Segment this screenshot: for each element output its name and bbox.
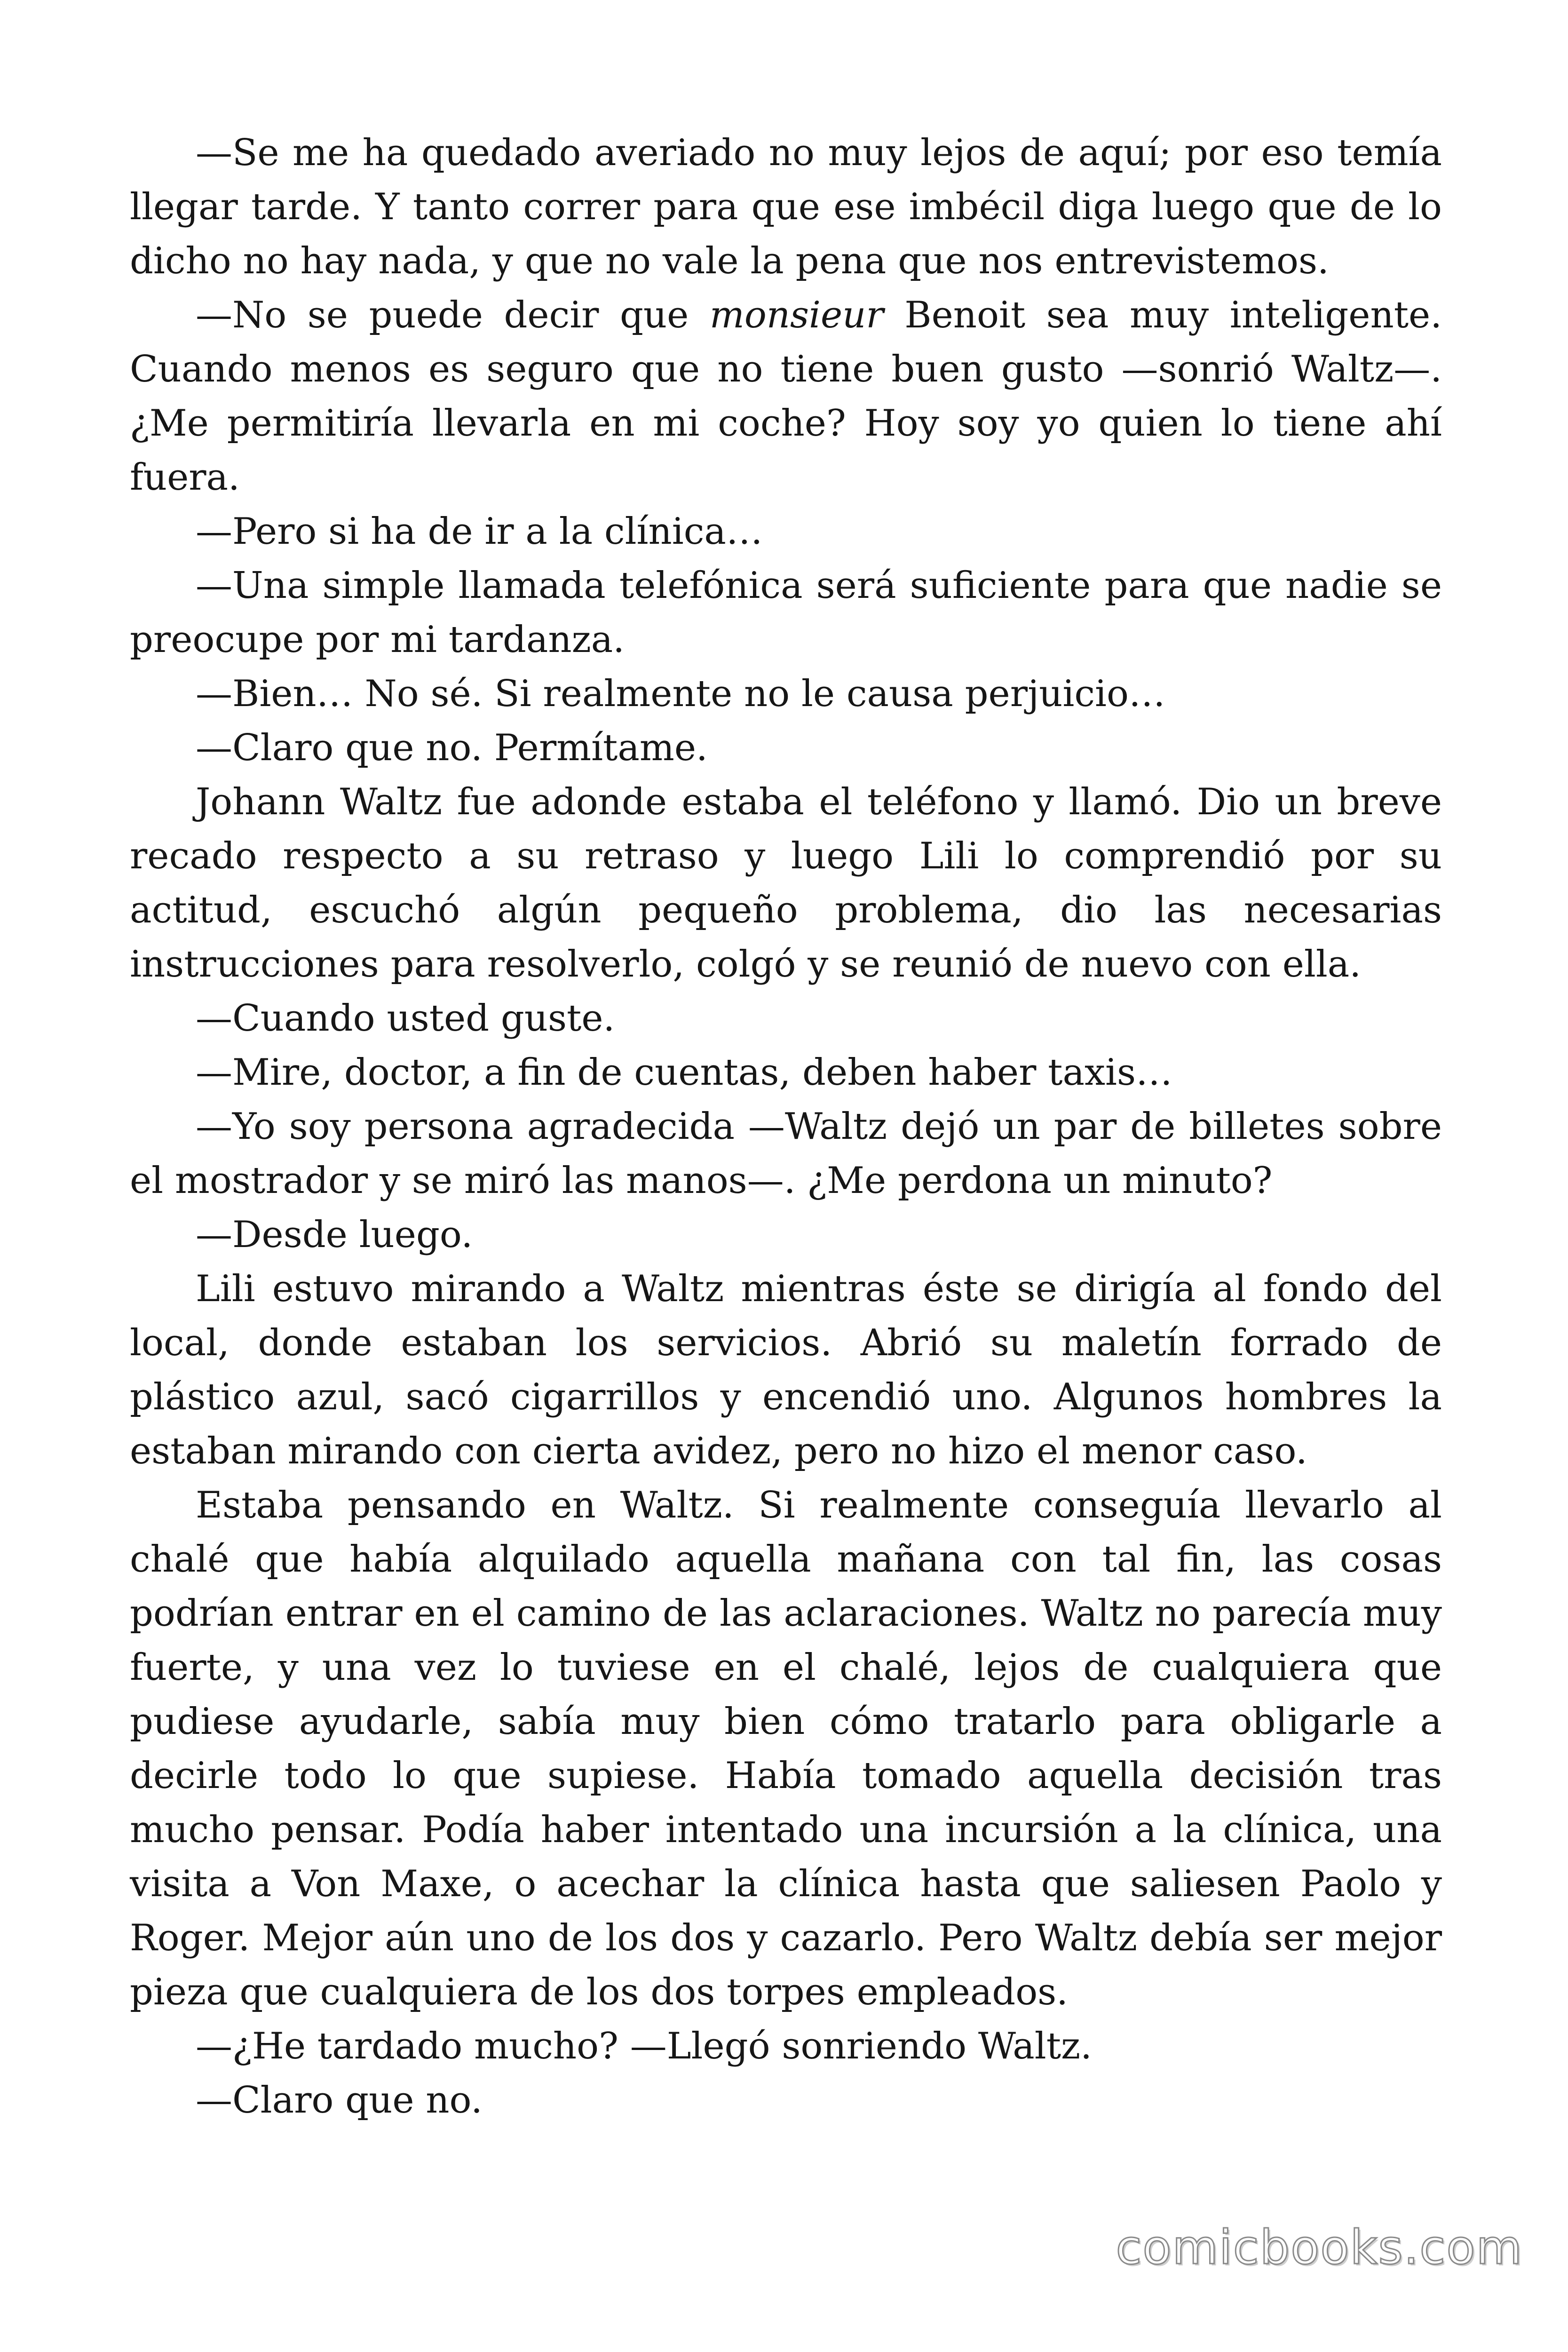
paragraph: —Claro que no. xyxy=(196,2079,483,2122)
paragraph: —Desde luego. xyxy=(196,1214,473,1256)
paragraph: Johann Waltz fue adonde estaba el teléfono y llamó. Dio un breve recado respecto a su retraso y luego Lili lo comprendió por su actitud, escuchó algún pequeño problema, dio las necesarias instrucciones para resolverlo, colgó y se reunió de nuevo con ella. xyxy=(130,781,1442,985)
paragraph: —Se me ha quedado averiado no muy lejos de aquí; por eso temía llegar tarde. Y tanto correr para que ese imbécil diga luego que de lo dicho no hay nada, y que no vale la pena que nos entrevistemos. xyxy=(130,132,1442,282)
paragraph: —Bien… No sé. Si realmente no le causa perjuicio… xyxy=(196,673,1165,715)
text-run: Benoit sea muy inteligente. Cuando menos es seguro que no tiene buen gusto —sonrió Waltz—. ¿Me permitiría llevarla en mi coche? Hoy soy yo quien lo tiene ahí fuera. xyxy=(130,294,1442,499)
paragraph: —Cuando usted guste. xyxy=(196,997,615,1040)
book-page-text xyxy=(130,126,1442,2128)
paragraph: Lili estuvo mirando a Waltz mientras éste se dirigía al fondo del local, donde estaban los servicios. Abrió su maletín forrado de plástico azul, sacó cigarrillos y encendió uno. Algunos hombres la estaban mirando con cierta avidez, pero no hizo el menor caso. xyxy=(130,1268,1442,1472)
watermark-logo: comicbooks.com xyxy=(1116,2220,1523,2275)
paragraph: —¿He tardado mucho? —Llegó sonriendo Waltz. xyxy=(196,2025,1092,2067)
paragraph: —Claro que no. Permítame. xyxy=(196,727,708,769)
text-run: —No se puede decir que xyxy=(196,294,710,336)
paragraph: —Yo soy persona agradecida —Waltz dejó un par de billetes sobre el mostrador y se miró las manos—. ¿Me perdona un minuto? xyxy=(130,1105,1442,1202)
paragraph: —Pero si ha de ir a la clínica… xyxy=(196,510,763,553)
paragraph xyxy=(130,288,1442,505)
paragraph: —Mire, doctor, a fin de cuentas, deben haber taxis… xyxy=(196,1051,1172,1094)
italic-word: monsieur xyxy=(709,294,884,336)
paragraph: Estaba pensando en Waltz. Si realmente conseguía llevarlo al chalé que había alquilado aquella mañana con tal fin, las cosas podrían entrar en el camino de las aclaraciones. Waltz no parecía muy fuerte, y una vez lo tuviese en el chalé, lejos de cualquiera que pudiese ayudarle, sabía muy bien cómo tratarlo para obligarle a decirle todo lo que supiese. Había tomado aquella decisión tras mucho pensar. Podía haber intentado una incursión a la clínica, una visita a Von Maxe, o acechar la clínica hasta que saliesen Paolo y Roger. Mejor aún uno de los dos y cazarlo. Pero Waltz debía ser mejor pieza que cualquiera de los dos torpes empleados. xyxy=(130,1484,1442,2013)
paragraph: —Una simple llamada telefónica será suficiente para que nadie se preocupe por mi tardanza. xyxy=(130,564,1442,661)
